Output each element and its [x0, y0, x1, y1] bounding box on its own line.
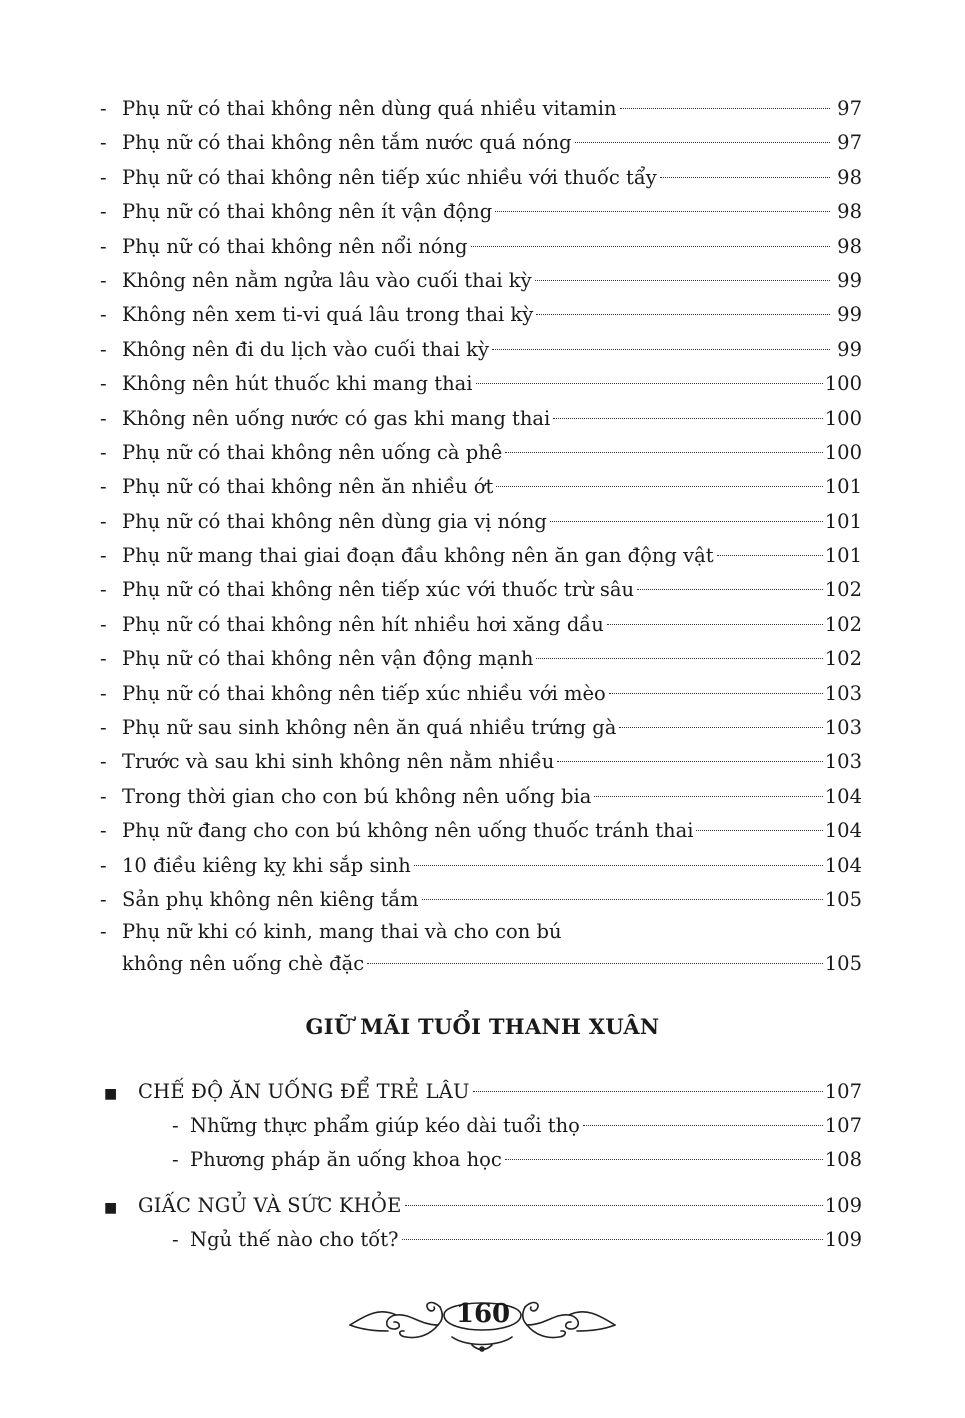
entry-page-number: 98 [837, 165, 862, 189]
dot-leader [405, 1205, 823, 1206]
entry-dash: - [100, 784, 107, 808]
entry-title: Sản phụ không nên kiêng tắm [122, 887, 419, 911]
entry-page-number: 109 [824, 1194, 862, 1217]
toc-entry [100, 849, 862, 883]
entry-title: Phương pháp ăn uống khoa học [190, 1148, 502, 1172]
entry-dash: - [100, 544, 107, 568]
dot-leader [535, 280, 830, 281]
toc-entry [100, 298, 862, 332]
entry-dash: - [100, 887, 107, 911]
toc-entry [100, 780, 862, 814]
toc-entry [100, 436, 862, 470]
toc-entry [100, 505, 862, 539]
toc-entry [100, 642, 862, 676]
dot-leader [492, 349, 830, 350]
entry-page-number: 100 [824, 372, 862, 396]
entry-title: 10 điều kiêng kỵ khi sắp sinh [122, 853, 411, 877]
entry-title: Phụ nữ có thai không nên tắm nước quá nóng [122, 131, 572, 155]
entry-title: Không nên nằm ngửa lâu vào cuối thai kỳ [122, 268, 532, 292]
entry-title: Không nên xem ti-vi quá lâu trong thai kỳ [122, 303, 534, 327]
square-bullet-icon: ■ [104, 1200, 118, 1216]
entry-title: Phụ nữ có thai không nên ăn nhiều ớt [122, 475, 494, 499]
entry-page-number: 104 [824, 784, 862, 808]
entry-title: Phụ nữ có thai không nên tiếp xúc nhiều với mèo [122, 681, 606, 705]
toc-entry [100, 230, 862, 264]
toc-entry [100, 470, 862, 504]
entry-page-number: 100 [824, 440, 862, 464]
entry-page-number: 101 [824, 509, 862, 533]
toc-entry [100, 333, 862, 367]
toc-entry [100, 573, 862, 607]
entry-page-number: 107 [824, 1114, 862, 1137]
dot-leader [557, 761, 822, 762]
entry-title: Phụ nữ khi có kinh, mang thai và cho con bú [122, 920, 562, 944]
entry-title: Phụ nữ có thai không nên tiếp xúc nhiều với thuốc tẩy [122, 165, 657, 189]
dot-leader [609, 693, 823, 694]
sub-entry [100, 1223, 862, 1257]
dot-leader [471, 246, 830, 247]
dot-leader [607, 624, 823, 625]
toc-entry [100, 161, 862, 195]
entry-dash: - [100, 97, 107, 120]
toc-entry-wrapped-line1 [100, 917, 862, 947]
entry-dash: - [100, 131, 107, 155]
entry-dash: - [100, 647, 107, 671]
entry-dash: - [100, 819, 107, 843]
entry-title: Không nên đi du lịch vào cuối thai kỳ [122, 337, 489, 361]
section-entry [100, 1189, 862, 1223]
entry-dash: - [172, 1148, 179, 1172]
dot-leader [473, 1091, 823, 1092]
dot-leader [505, 1159, 823, 1160]
toc-entry-wrapped-line2 [100, 947, 862, 981]
entry-page-number: 109 [824, 1228, 862, 1251]
entry-page-number: 99 [837, 268, 862, 292]
toc-entry [100, 711, 862, 745]
entry-title: Phụ nữ có thai không nên tiếp xúc với thuốc trừ sâu [122, 578, 635, 602]
page-number: 160 [455, 1299, 511, 1329]
toc-entry [100, 126, 862, 160]
entry-page-number: 99 [837, 303, 862, 327]
entry-title: Phụ nữ mang thai giai đoạn đầu không nên ăn gan động vật [122, 544, 714, 568]
dot-leader [575, 142, 830, 143]
dot-leader [550, 521, 823, 522]
entry-title: Phụ nữ có thai không nên hít nhiều hơi xăng dầu [122, 612, 604, 636]
dot-leader [505, 452, 822, 453]
dot-leader [660, 177, 830, 178]
entry-page-number: 102 [824, 612, 862, 636]
entry-dash: - [100, 406, 107, 430]
entry-dash: - [100, 165, 107, 189]
dot-leader [536, 658, 822, 659]
table-of-contents [100, 92, 862, 982]
entry-dash: - [100, 440, 107, 464]
section-entry [100, 1075, 862, 1109]
toc-entry [100, 402, 862, 436]
dot-leader [717, 555, 823, 556]
entry-page-number: 104 [824, 853, 862, 877]
dot-leader [495, 211, 830, 212]
dot-leader [496, 486, 822, 487]
entry-page-number: 105 [824, 952, 862, 976]
toc-entry [100, 539, 862, 573]
entry-page-number: 103 [824, 681, 862, 705]
dot-leader [583, 1125, 823, 1126]
dot-leader [414, 865, 823, 866]
section-entry-title: CHẾ ĐỘ ĂN UỐNG ĐỂ TRẺ LÂU [138, 1080, 470, 1103]
entry-page-number: 98 [837, 234, 862, 258]
dot-leader [402, 1239, 823, 1240]
dot-leader [476, 383, 823, 384]
dot-leader [620, 108, 830, 109]
entry-page-number: 97 [837, 97, 862, 120]
entry-title: Phụ nữ có thai không nên ít vận động [122, 200, 493, 224]
entry-page-number: 108 [824, 1148, 862, 1172]
entry-dash: - [100, 234, 107, 258]
entry-page-number: 98 [837, 200, 862, 224]
entry-dash: - [100, 509, 107, 533]
toc-entry [100, 883, 862, 917]
entry-dash: - [100, 920, 107, 944]
entry-title: Không nên hút thuốc khi mang thai [122, 372, 473, 396]
entry-title: Phụ nữ có thai không nên dùng gia vị nóng [122, 509, 547, 533]
entry-title: Phụ nữ có thai không nên dùng quá nhiều vitamin [122, 97, 617, 120]
toc-entry [100, 367, 862, 401]
toc-entry [100, 195, 862, 229]
entry-dash: - [100, 200, 107, 224]
entry-page-number: 107 [824, 1080, 862, 1103]
entry-page-number: 101 [824, 475, 862, 499]
square-bullet-icon: ■ [104, 1086, 118, 1102]
entry-title: Không nên uống nước có gas khi mang thai [122, 406, 551, 430]
toc-entry [100, 608, 862, 642]
entry-dash: - [172, 1228, 179, 1251]
toc-entry [100, 264, 862, 298]
entry-dash: - [100, 578, 107, 602]
dot-leader [637, 589, 823, 590]
entry-dash: - [100, 475, 107, 499]
dot-leader [553, 418, 822, 419]
dot-leader [422, 899, 823, 900]
entry-title: Những thực phẩm giúp kéo dài tuổi thọ [190, 1114, 580, 1137]
entry-dash: - [100, 750, 107, 774]
section-title: GIỮ MÃI TUỔI THANH XUÂN [305, 1014, 660, 1039]
entry-title: Phụ nữ có thai không nên nổi nóng [122, 234, 468, 258]
section-block [100, 1189, 862, 1257]
entry-page-number: 102 [824, 647, 862, 671]
toc-entry [100, 745, 862, 779]
entry-title: Phụ nữ đang cho con bú không nên uống thuốc tránh thai [122, 819, 694, 843]
sub-entry [100, 1109, 862, 1143]
entry-dash: - [100, 612, 107, 636]
entry-page-number: 105 [824, 887, 862, 911]
dot-leader [619, 727, 822, 728]
entry-title: Phụ nữ sau sinh không nên ăn quá nhiều trứng gà [122, 716, 617, 740]
sub-entry [100, 1143, 862, 1177]
entry-dash: - [100, 853, 107, 877]
entry-title: Trong thời gian cho con bú không nên uống bia [122, 784, 592, 808]
entry-page-number: 103 [824, 750, 862, 774]
entry-page-number: 99 [837, 337, 862, 361]
entry-title: không nên uống chè đặc [122, 952, 365, 976]
entry-page-number: 104 [824, 819, 862, 843]
entry-title: Ngủ thế nào cho tốt? [190, 1228, 399, 1251]
entry-dash: - [100, 268, 107, 292]
dot-leader [367, 963, 823, 964]
toc-entry [100, 92, 862, 126]
entry-dash: - [100, 716, 107, 740]
entry-dash: - [100, 337, 107, 361]
entry-dash: - [172, 1114, 179, 1137]
entry-page-number: 101 [824, 544, 862, 568]
entry-dash: - [100, 372, 107, 396]
entry-title: Phụ nữ có thai không nên uống cà phê [122, 440, 503, 464]
section-entry-title: GIẤC NGỦ VÀ SỨC KHỎE [138, 1194, 402, 1217]
entry-page-number: 102 [824, 578, 862, 602]
entry-dash: - [100, 303, 107, 327]
entry-dash: - [100, 681, 107, 705]
entry-page-number: 97 [837, 131, 862, 155]
dot-leader [536, 314, 830, 315]
section-block [100, 1075, 862, 1178]
toc-entry [100, 814, 862, 848]
dot-leader [594, 796, 822, 797]
entry-title: Trước và sau khi sinh không nên nằm nhiều [122, 750, 555, 774]
toc-entry [100, 677, 862, 711]
entry-page-number: 103 [824, 716, 862, 740]
entry-page-number: 100 [824, 406, 862, 430]
dot-leader [696, 830, 822, 831]
entry-title: Phụ nữ có thai không nên vận động mạnh [122, 647, 534, 671]
